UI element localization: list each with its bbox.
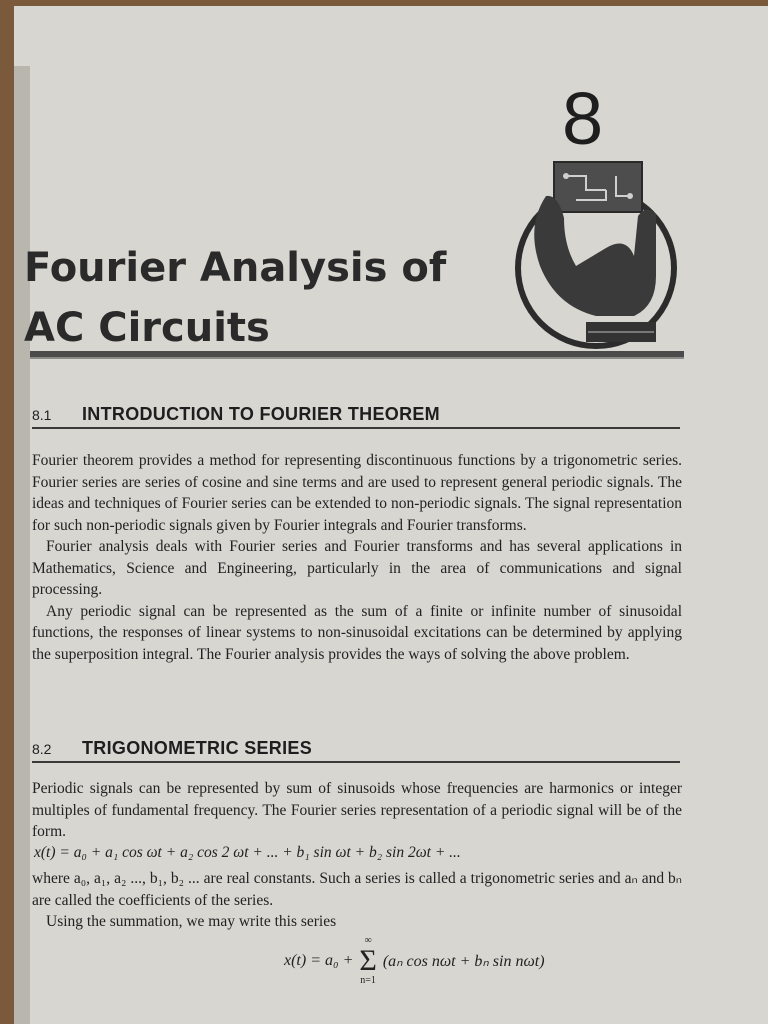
- fourier-series-formula: x(t) = a₀ + a₁ cos ωt + a₂ cos 2 ωt + ... + b₁ sin ωt + b₂ sin 2ωt + ...: [34, 844, 461, 861]
- section-heading-8-2: [32, 738, 680, 763]
- paragraph: Periodic signals can be represented by sum of sinusoids whose frequencies are harmonics or integer multiples of fundamental frequency. The Fourier series representation of a periodic signal will be of the form.: [32, 780, 682, 840]
- section-title: INTRODUCTION TO FOURIER THEOREM: [82, 404, 440, 424]
- trig-section-body-continued: [32, 868, 682, 933]
- book-page: [14, 6, 768, 1024]
- summation-formula: [284, 936, 545, 986]
- chapter-title-line1: Fourier Analysis of: [24, 245, 447, 291]
- sigma-lower-limit: n=1: [360, 975, 376, 986]
- sigma-upper-limit: ∞: [364, 935, 372, 946]
- paragraph: Fourier theorem provides a method for representing discontinuous functions by a trigonometric series. Fourier series are series of cosine and sine terms and are used to represent general periodic signals. The ideas and techniques of Fourier series can be extended to non-periodic signals. The signal representation for such non-periodic signals given by Fourier integrals and Fourier transforms.: [32, 452, 682, 534]
- sigma-symbol: [359, 936, 376, 986]
- summation-lhs: x(t) = a₀ +: [284, 952, 354, 969]
- trig-section-body: [32, 778, 682, 843]
- summation-rhs: (aₙ cos nωt + bₙ sin nωt): [382, 953, 545, 970]
- paragraph: where a₀, a₁, a₂ ..., b₁, b₂ ... are real constants. Such a series is called a trigonometric series and aₙ and bₙ are called the coefficients of the series.: [32, 870, 682, 909]
- section-number: 8.2: [32, 741, 52, 757]
- section-heading-8-1: [32, 404, 680, 429]
- page-gutter: [14, 66, 30, 1024]
- chapter-title: [24, 238, 446, 358]
- paragraph: Fourier analysis deals with Fourier series and Fourier transforms and has several applications in Mathematics, Science and Engineering, particularly in the area of communications and signal processing.: [32, 538, 682, 598]
- paragraph: Any periodic signal can be represented as the sum of a finite or infinite number of sinusoidal functions, the responses of linear systems to non-sinusoidal excitations can be determined by applying the superposition integral. The Fourier analysis provides the ways of solving the above problem.: [32, 602, 682, 663]
- chapter-title-line2: AC Circuits: [24, 305, 270, 351]
- intro-section-body: [32, 450, 682, 665]
- paragraph: Using the summation, we may write this series: [46, 913, 337, 930]
- chapter-number: 8: [562, 77, 604, 160]
- sigma-glyph: Σ: [359, 944, 377, 977]
- chapter-emblem-hand-circuit-icon: [506, 156, 678, 356]
- section-number: 8.1: [32, 407, 52, 423]
- title-divider: [30, 351, 684, 359]
- section-title: TRIGONOMETRIC SERIES: [82, 738, 313, 758]
